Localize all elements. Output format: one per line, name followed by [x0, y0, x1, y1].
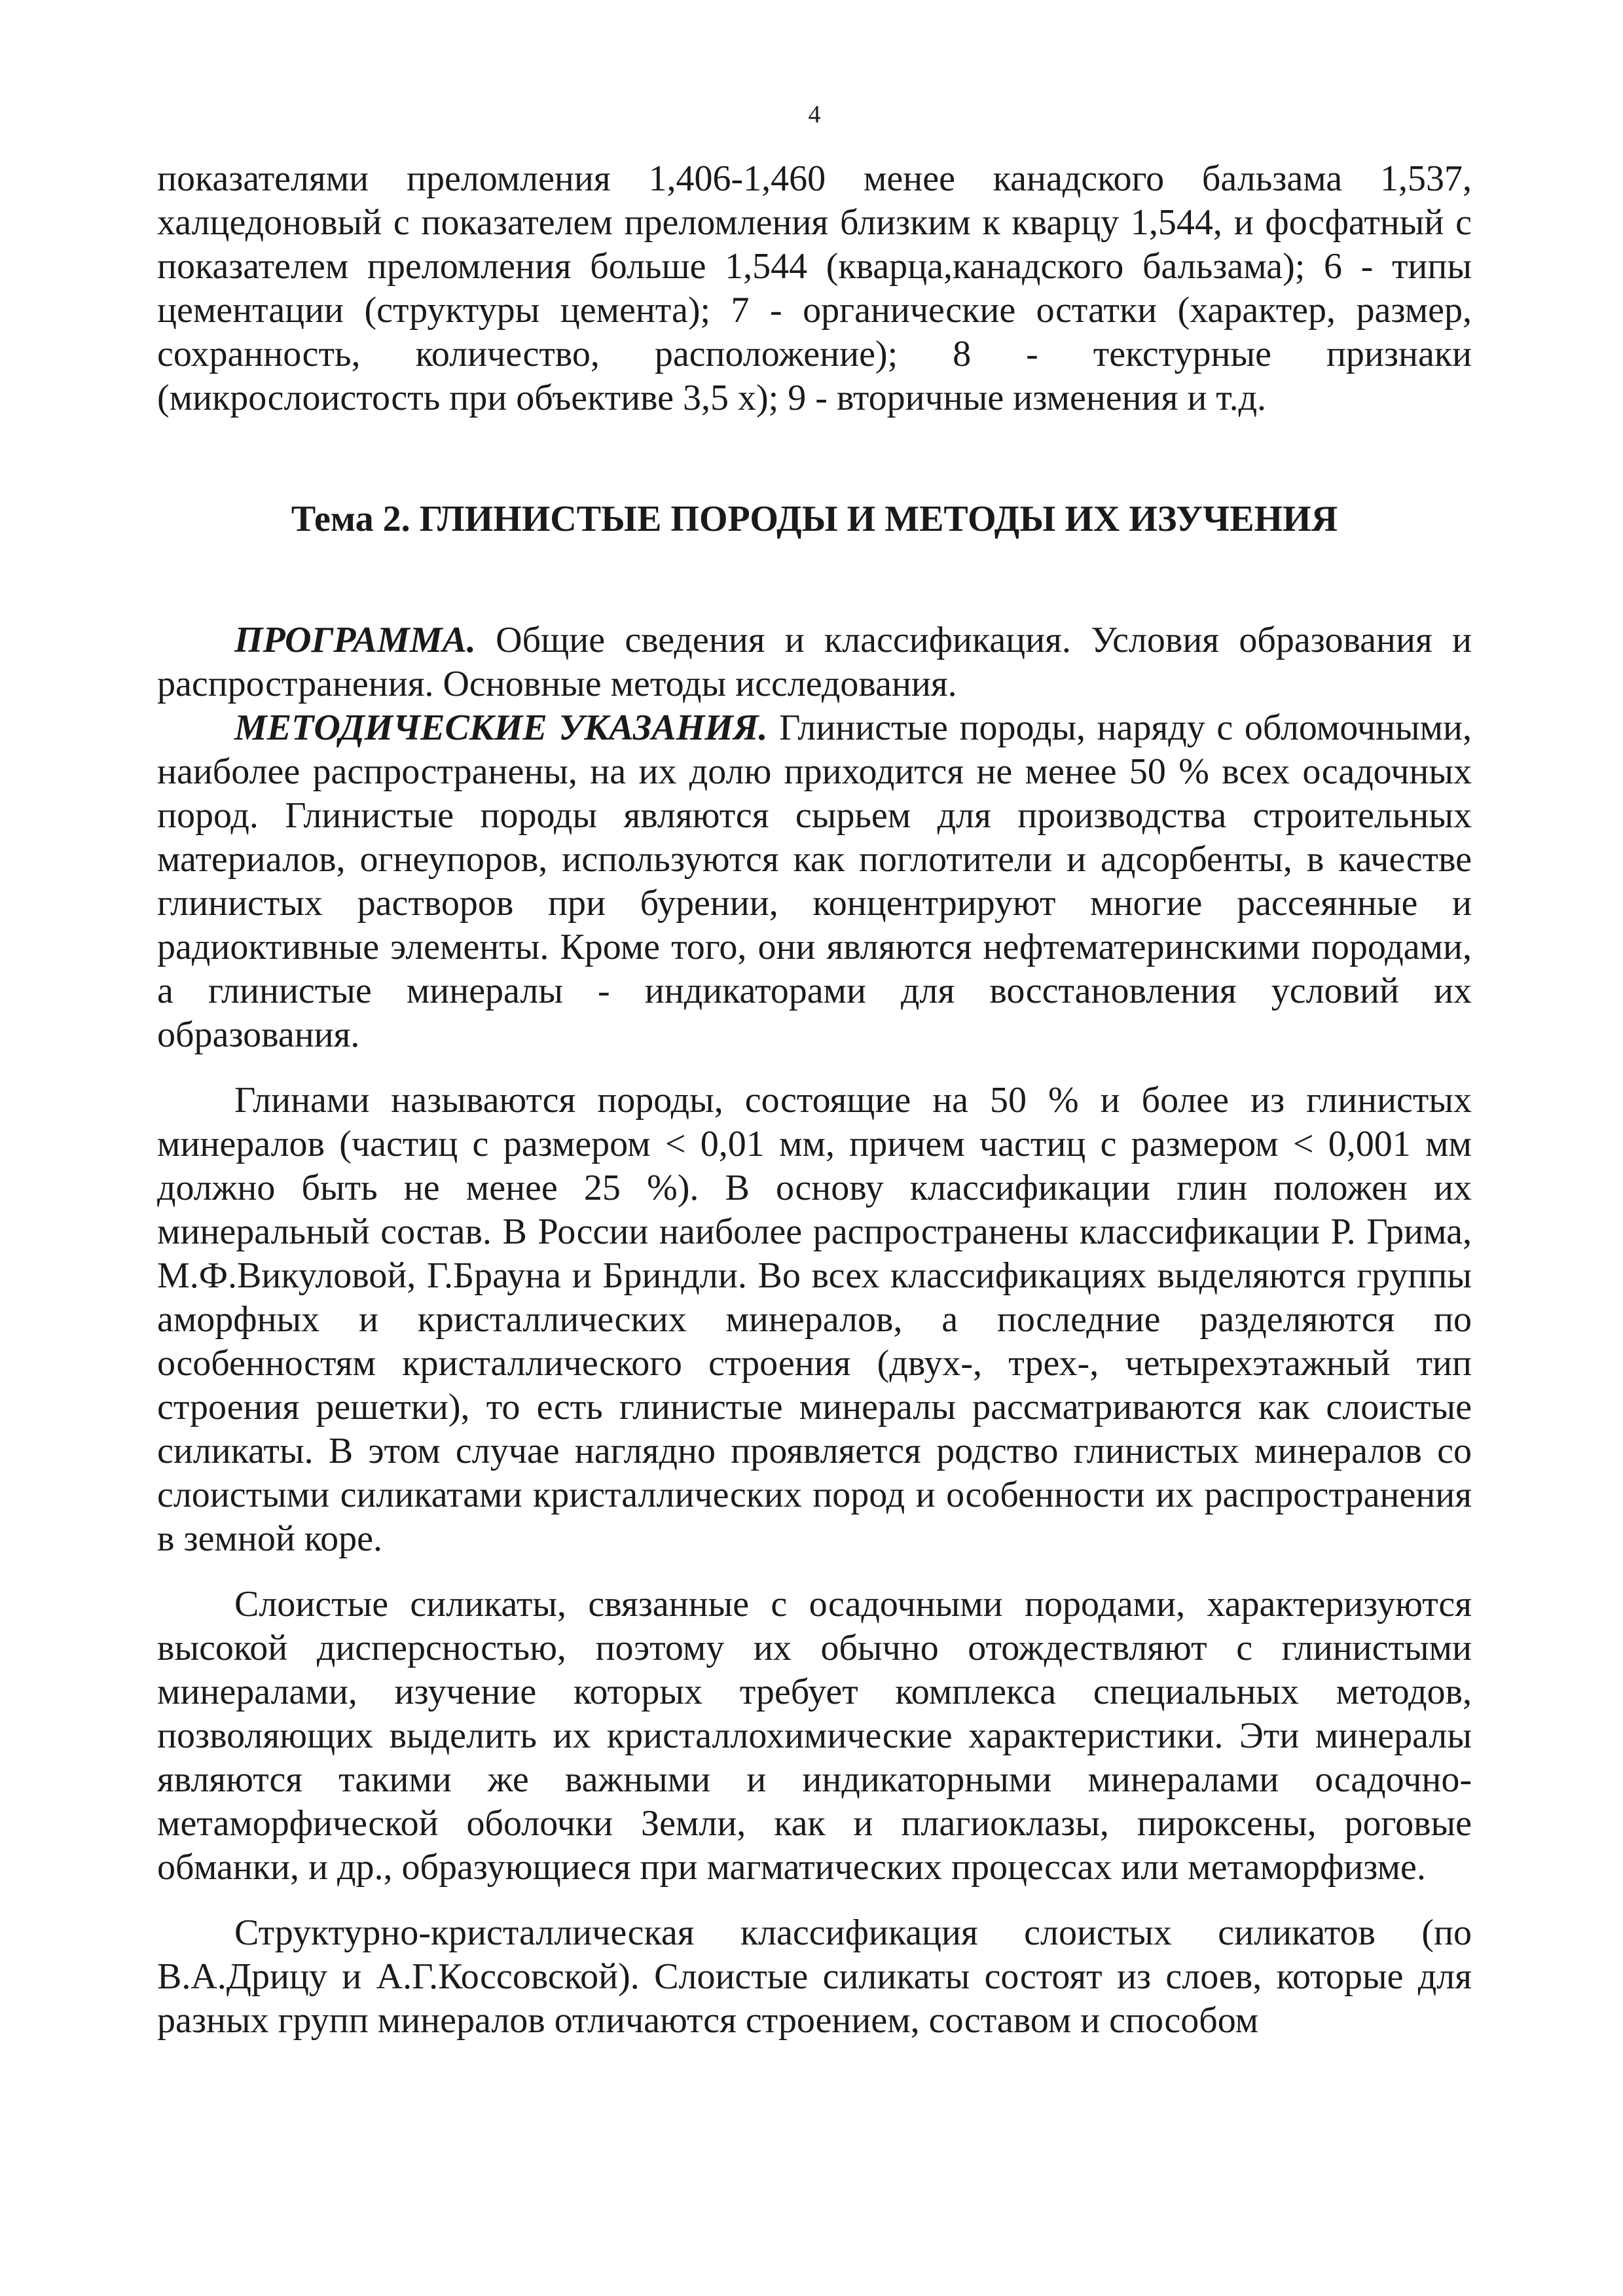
body-paragraph-layered-silicates: Слоистые силикаты, связанные с осадочными породами, характеризуются высокой дисперсностью, поэтому их обычно отождествляют с глинистыми минералами, изучение которых требует комплекса специальных методов, позволяющих выделить их кристаллохимические характеристики. Эти минералы являются такими же важными и индикаторными минералами осадочно-метаморфической оболочки Земли, как и плагиоклазы, пироксены, роговые обманки, и др., образующиеся при магматических процессах или метаморфизме. — [157, 1584, 1472, 1888]
guidelines-paragraph — [157, 706, 1472, 1057]
page-number: 4 — [808, 101, 821, 128]
program-paragraph — [157, 619, 1472, 706]
document-page — [157, 98, 1472, 2043]
guidelines-text: Глинистые породы, наряду с обломочными, наиболее распространены, на их долю приходится не менее 50 % всех осадочных пород. Глинистые породы являются сырьем для производства строительных материалов, огнеупоров, используются как поглотители и адсорбенты, в качестве глинистых растворов при бурении, концентрируют многие рассеянные и радиоктивные элементы. Кроме того, они являются нефтематеринскими породами, а глинистые минералы - индикаторами для восстановления условий их образования. — [157, 708, 1472, 1055]
section-heading: Тема 2. ГЛИНИСТЫЕ ПОРОДЫ И МЕТОДЫ ИХ ИЗУЧЕНИЯ — [291, 499, 1338, 539]
guidelines-label: МЕТОДИЧЕСКИЕ УКАЗАНИЯ. — [234, 708, 768, 748]
paragraph-continued: показателями преломления 1,406-1,460 менее канадского бальзама 1,537, халцедоновый с показателем преломления близким к кварцу 1,544, и фосфатный с показателем преломления больше 1,544 (кварца,канадского бальзама); 6 - типы цементации (структуры цемента); 7 - органические остатки (характер, размер, сохранность, количество, расположение); 8 - текстурные признаки (микрослоистость при объективе 3,5 х); 9 - вторичные изменения и т.д. — [157, 158, 1472, 418]
program-text: Общие сведения и классификация. Условия образования и распространения. Основные методы исследования. — [157, 620, 1472, 704]
body-paragraph-classification: Структурно-кристаллическая классификация слоистых силикатов (по В.А.Дрицу и А.Г.Коссовской). Слоистые силикаты состоят из слоев, которые для разных групп минералов отличаются строением, составом и способом — [157, 1912, 1472, 2041]
body-paragraph-clays: Глинами называются породы, состоящие на 50 % и более из глинистых минералов (частиц с размером < 0,01 мм, причем частиц с размером < 0,001 мм должно быть не менее 25 %). В основу классификации глин положен их минеральный состав. В России наиболее распространены классификации Р. Грима, М.Ф.Викуловой, Г.Брауна и Бриндли. Во всех классификациях выделяются группы аморфных и кристаллических минералов, а последние разделяются по особенностям кристаллического строения (двух-, трех-, четырехэтажный тип строения решетки), то есть глинистые минералы рассматриваются как слоистые силикаты. В этом случае наглядно проявляется родство глинистых минералов со слоистыми силикатами кристаллических пород и особенности их распространения в земной коре. — [157, 1080, 1472, 1559]
program-label: ПРОГРАММА. — [234, 620, 476, 660]
